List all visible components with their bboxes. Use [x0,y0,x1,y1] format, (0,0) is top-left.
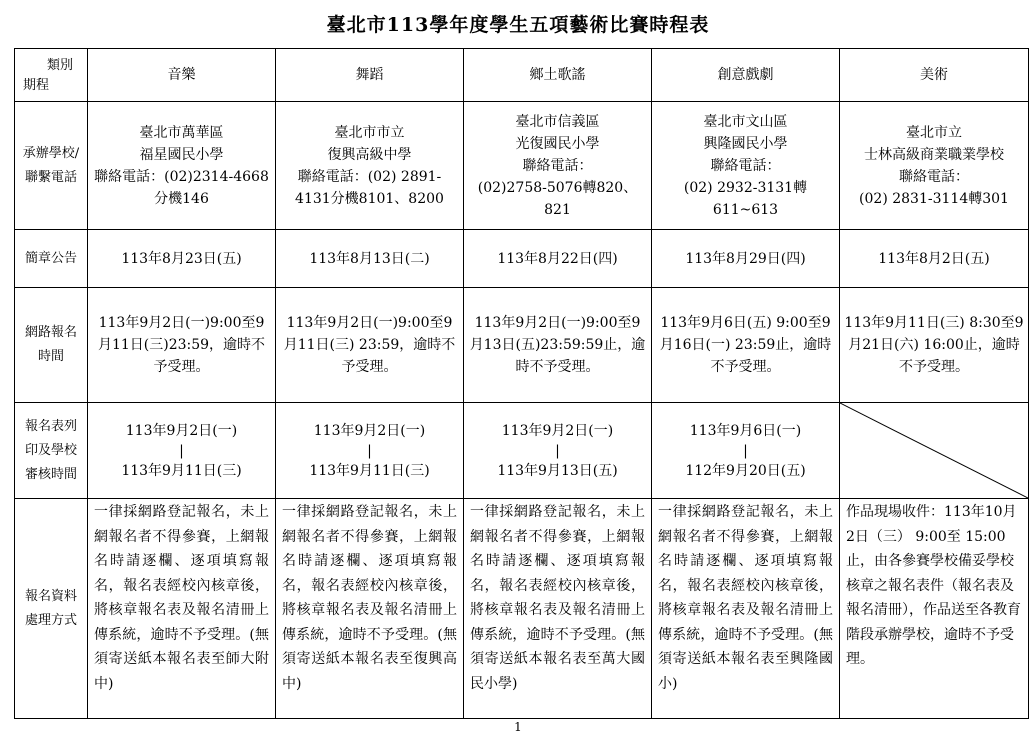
host-cell [464,102,652,230]
process-cell: 一律採網路登記報名，未上網報名者不得參賽，上網報名時請逐欄、逐項填寫報名，報名表經校內核章後，將核章報名表及報名清冊上傳系統，逾時不予受理。(無須寄送紙本報名表至師大附中) [88,499,276,719]
announce-cell: 113年8月13日(二) [276,230,464,288]
document-title: 臺北市113學年度學生五項藝術比賽時程表 [326,14,710,36]
print-end: 113年9月11日(三) [309,462,430,479]
column-header: 美術 [840,49,1029,102]
cell-line: 復興高級中學 [327,146,412,163]
print-start: 113年9月2日(一) [313,422,426,439]
row-label-announce: 簡章公告 [15,230,88,288]
cell-line: (02) 2831-3114轉301 [859,190,1009,207]
cell-line: 光復國民小學 [515,135,600,152]
cell-line: (02)2758-5076轉820、821 [477,179,638,218]
announce-cell: 113年8月29日(四) [652,230,840,288]
print-separator: | [179,442,184,459]
announce-row [15,230,1029,288]
row-label-process: 報名資料處理方式 [15,499,88,719]
online-cell: 113年9月2日(一)9:00至9月11日(三) 23:59，逾時不予受理。 [276,288,464,403]
print-end: 113年9月13日(五) [497,462,618,479]
cell-line: 聯絡電話： [710,157,781,174]
cell-line: 臺北市立 [906,124,962,141]
cell-line: 臺北市萬華區 [139,124,224,141]
cell-line: 興隆國民小學 [703,135,788,152]
announce-cell: 113年8月2日(五) [840,230,1029,288]
column-header: 音樂 [88,49,276,102]
host-cell [276,102,464,230]
print-cell [276,403,464,499]
print-end: 112年9月20日(五) [685,462,806,479]
process-row [15,499,1029,719]
corner-category-label: 類別 [46,58,73,73]
process-cell: 一律採網路登記報名，未上網報名者不得參賽，上網報名時請逐欄、逐項填寫報名，報名表經校內核章後，將核章報名表及報名清冊上傳系統，逾時不予受理。(無須寄送紙本報名表至復興高中) [276,499,464,719]
online-cell: 113年9月2日(一)9:00至9月11日(三)23:59，逾時不予受理。 [88,288,276,403]
cell-line: 聯絡電話：(02) 2891-4131分機8101、8200 [295,168,444,207]
cell-line: 臺北市文山區 [703,113,788,130]
host-cell [840,102,1029,230]
row-label-host: 承辦學校/聯繫電話 [15,102,88,230]
cell-line: 士林高級商業職業學校 [864,146,1004,163]
print-start: 113年9月2日(一) [125,422,238,439]
online-cell: 113年9月6日(五) 9:00至9月16日(一) 23:59止，逾時不予受理。 [652,288,840,403]
process-cell: 一律採網路登記報名，未上網報名者不得參賽，上網報名時請逐欄、逐項填寫報名，報名表經校內核章後，將核章報名表及報名清冊上傳系統，逾時不予受理。(無須寄送紙本報名表至興隆國小) [652,499,840,719]
corner-cell [15,49,88,102]
print-separator: | [743,442,748,459]
process-cell: 作品現場收件：113年10月2日（三） 9:00至 15:00 止，由各參賽學校備妥學校核章之報名表件（報名表及報名清冊），作品送至各教育階段承辦學校，逾時不予受理。 [840,499,1029,719]
page-number: 1 [514,720,522,734]
header-row [15,49,1029,102]
print-end: 113年9月11日(三) [121,462,242,479]
column-header: 創意戲劇 [652,49,840,102]
host-cell [88,102,276,230]
cell-line: 聯絡電話： [522,157,593,174]
diagonal-line [840,403,1028,498]
print-cell [88,403,276,499]
host-row [15,102,1029,230]
column-header: 鄉土歌謠 [464,49,652,102]
online-cell: 113年9月11日(三) 8:30至9月21日(六) 16:00止，逾時不予受理。 [840,288,1029,403]
print-start: 113年9月6日(一) [689,422,802,439]
print-row [15,403,1029,499]
cell-line: 臺北市市立 [334,124,405,141]
print-cell [464,403,652,499]
cell-line: 福星國民小學 [139,146,224,163]
corner-period-label: 期程 [23,78,50,93]
cell-line: 聯絡電話：(02)2314-4668分機146 [94,168,269,207]
cell-line: 聯絡電話： [899,168,969,185]
cell-line: (02) 2932-3131轉611~613 [683,179,808,218]
print-separator: | [367,442,372,459]
print-cell [652,403,840,499]
column-header: 舞蹈 [276,49,464,102]
announce-cell: 113年8月22日(四) [464,230,652,288]
empty-diagonal-cell [840,403,1029,499]
online-row [15,288,1029,403]
row-label-online: 網路報名時間 [15,288,88,403]
host-cell [652,102,840,230]
print-separator: | [555,442,560,459]
online-cell: 113年9月2日(一)9:00至9月13日(五)23:59:59止，逾時不予受理。 [464,288,652,403]
row-label-print: 報名表列印及學校審核時間 [15,403,88,499]
print-start: 113年9月2日(一) [501,422,614,439]
schedule-table [14,48,1029,719]
cell-line: 臺北市信義區 [515,113,600,130]
announce-cell: 113年8月23日(五) [88,230,276,288]
process-cell: 一律採網路登記報名，未上網報名者不得參賽，上網報名時請逐欄、逐項填寫報名，報名表經校內核章後，將核章報名表及報名清冊上傳系統，逾時不予受理。(無須寄送紙本報名表至萬大國民小學) [464,499,652,719]
